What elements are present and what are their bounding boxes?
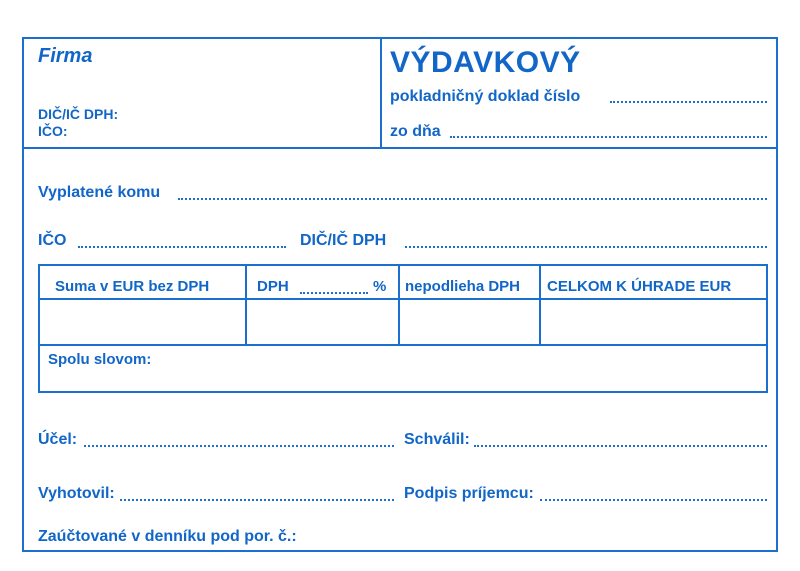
purpose-field[interactable] xyxy=(84,445,394,447)
company-label: Firma xyxy=(38,45,93,67)
vat-id-label: DIČ/IČ DPH: xyxy=(38,106,119,122)
date-label: zo dňa xyxy=(390,123,441,140)
document-number-field[interactable] xyxy=(610,101,767,103)
recipient-signature-label: Podpis príjemcu: xyxy=(404,485,534,502)
recipient-ico-field[interactable] xyxy=(78,246,286,248)
col-total-to-pay: CELKOM K ÚHRADE EUR xyxy=(547,278,732,295)
col-amount-without-vat: Suma v EUR bez DPH xyxy=(55,278,210,295)
vat-rate-field[interactable] xyxy=(300,292,368,294)
not-subject-to-vat-cell[interactable] xyxy=(400,300,539,344)
vat-cell[interactable] xyxy=(247,300,398,344)
paid-to-field[interactable] xyxy=(178,198,767,200)
recipient-dic-label: DIČ/IČ DPH xyxy=(300,232,387,249)
date-field[interactable] xyxy=(450,136,767,138)
amounts-table xyxy=(38,264,768,393)
recipient-dic-field[interactable] xyxy=(405,246,767,248)
in-words-field[interactable] xyxy=(160,348,760,388)
document-number-label: pokladničný doklad číslo xyxy=(390,88,581,105)
header-divider-horizontal xyxy=(22,147,778,149)
recipient-signature-field[interactable] xyxy=(540,499,767,501)
recipient-ico-label: IČO xyxy=(38,232,67,249)
approved-field[interactable] xyxy=(474,445,767,447)
posted-field[interactable] xyxy=(310,526,765,546)
issued-by-field[interactable] xyxy=(120,499,394,501)
document-title: VÝDAVKOVÝ xyxy=(390,46,581,79)
posted-label: Zaúčtované v denníku pod por. č.: xyxy=(38,528,297,545)
col-vat-prefix: DPH xyxy=(257,278,289,295)
approved-label: Schválil: xyxy=(404,431,470,448)
company-id-label: IČO: xyxy=(38,123,68,139)
col-not-subject-to-vat: nepodlieha DPH xyxy=(405,278,521,295)
amount-without-vat-cell[interactable] xyxy=(40,300,245,344)
col-vat-suffix: % xyxy=(373,278,387,295)
total-to-pay-cell[interactable] xyxy=(541,300,766,344)
paid-to-label: Vyplatené komu xyxy=(38,184,161,201)
table-row-divider xyxy=(40,344,766,346)
header-divider-vertical xyxy=(380,37,382,149)
in-words-label: Spolu slovom: xyxy=(48,351,152,368)
purpose-label: Účel: xyxy=(38,431,78,448)
issued-by-label: Vyhotovil: xyxy=(38,485,115,502)
